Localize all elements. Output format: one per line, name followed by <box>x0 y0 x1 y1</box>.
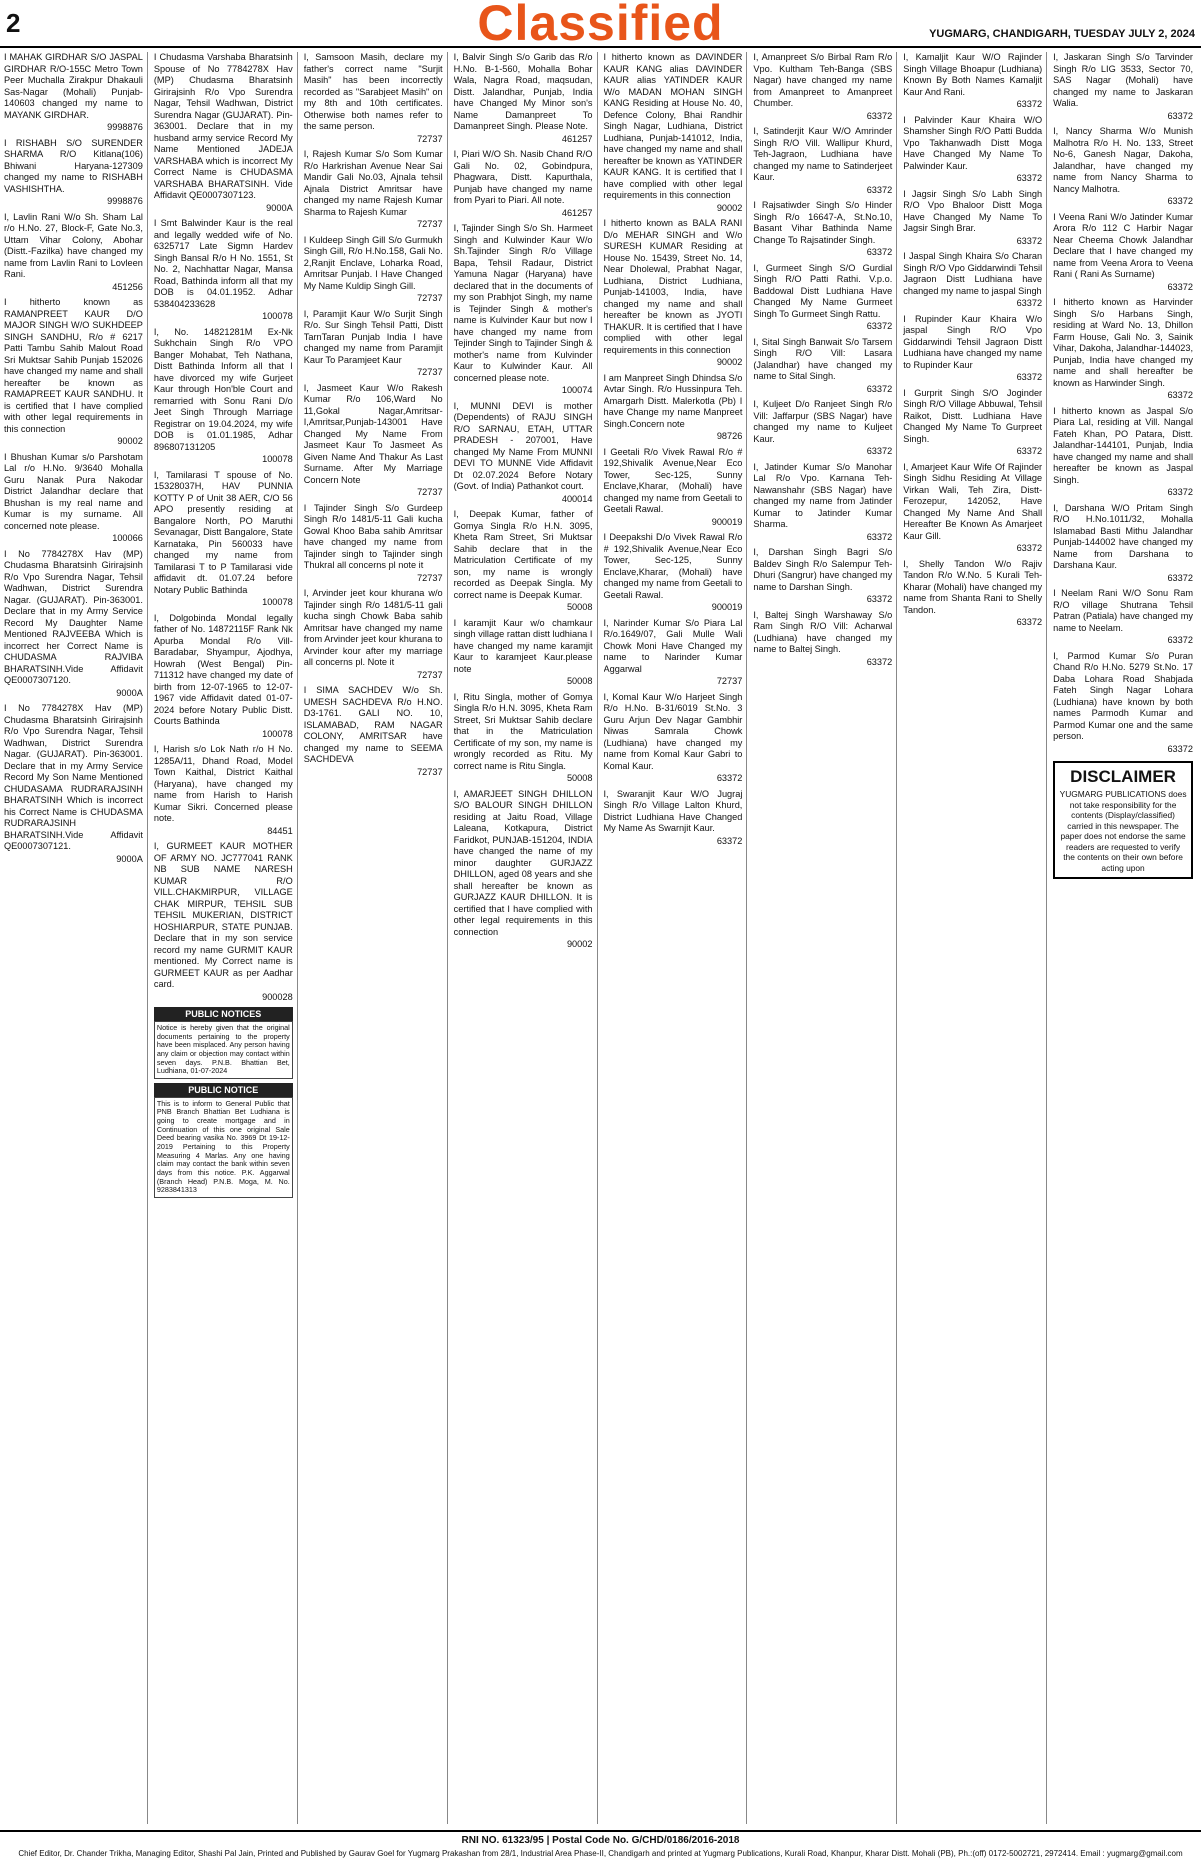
classified-ad: I, Baltej Singh Warshaway S/o Ram Singh R/O Vill: Acharwal (Ludhiana) have changed my name to Baltej Singh. <box>753 609 893 654</box>
ad-code: 63372 <box>866 383 893 394</box>
ad-code: 72737 <box>417 219 443 229</box>
classified-ad: I No 7784278X Hav (MP) Chudasma Bharatsinh Girirajsinh R/o Vpo Surendra Nagar, Tehsil Wadhwan, District Surendra Nagar. (GUJARAT). Pin-363001. Declare that in my Army Service Record My Son Name Mentioned CHUDASAMA RUDRARAJSINH BHARATSINH Which is incorrect his Correct Name is CHUDASMA RUDRARAJSINH BHARATSINH.Vide Affidavit QE0007307121. <box>4 703 143 851</box>
ad-code: 72737 <box>417 487 443 497</box>
ad-code: 63372 <box>1016 446 1043 456</box>
classified-ad: I, Swaranjit Kaur W/O Jugraj Singh R/o Village Lalton Khurd, District Ludhiana Have Changed My Name As Swarnjit Kaur. <box>603 788 743 833</box>
column-8 <box>1053 52 1197 1824</box>
ad-code: 63372 <box>866 184 893 195</box>
classified-ad: I, Darshana W/O Pritam Singh R/O H.No.1011/32, Mohalla Islamabad Basti Mithu Jalandhar Punjab-144002 have changed my Name from Darshana to Darshana Kaur. <box>1053 502 1193 570</box>
ad-code: 100078 <box>262 728 293 739</box>
public-notices-heading: PUBLIC NOTICES <box>154 1007 293 1021</box>
ad-code: 900019 <box>711 602 743 612</box>
dateline: YUGMARG, CHANDIGARH, TUESDAY JULY 2, 2024 <box>929 28 1195 40</box>
classified-ad: I Palvinder Kaur Khaira W/O Shamsher Singh R/O Patti Budda Vpo Takhanwadh Distt Moga Have Changed My Name To Palwinder Kaur. <box>903 114 1043 171</box>
classified-ad: I hitherto known as Jaspal S/o Piara Lal, residing at Vill. Nangal Fateh Khan, PO Patara, Distt. Jalandhar-144101, Punjab, India have changed my name and shall hereafter be known as Jaspal Singh. <box>1053 405 1193 485</box>
ad-code: 63372 <box>1016 99 1043 109</box>
classified-ad: I, Harish s/o Lok Nath r/o H No. 1285A/11, Dhand Road, Model Town Kaithal, District Kaithal (Haryana), have changed my name from Harish to Harish Kumar Sikri. Concerned please note. <box>153 744 293 823</box>
classified-ad: I, No. 14821281M Ex-Nk Sukhchain Singh R/o VPO Banger Mohabat, Teh Nathana, Distt Bathinda Inform all that I have divorced my wife Gurjeet Kaur through Hon'ble Court and remarried with Sonu Rani D/o Jeet Singh Through Marriage Registrar on 19.04.2024, my wife DOB is 01.01.1985, Adhar 896807131205 <box>153 326 293 452</box>
classified-ad: I, Rajesh Kumar S/o Som Kumar R/o Harkrishan Avenue Near Sai Mandir Gali No.03, Ajnala tehsil Ajnala District Amritsar have changed my name Rajesh Kumar Sharma to Rajesh Kumar <box>303 149 443 217</box>
classified-ad: I am Manpreet Singh Dhindsa S/o Avtar Singh. R/o Hussinpura Teh. Amargarh Distt. Malerkotla (Pb) I have Change my name Manpreet Singh.Concern note <box>603 372 743 429</box>
ad-code: 72737 <box>417 133 443 144</box>
ad-code: 63372 <box>1167 281 1193 292</box>
ad-code: 63372 <box>716 773 743 783</box>
disclaimer-body: YUGMARG PUBLICATIONS does not take responsibility for the contents (Display/classified) carried in this newspaper. The paper does not endorse the same readers are requested to verify the contents on their own before acting upon <box>1059 789 1187 873</box>
ad-code: 63372 <box>866 531 893 542</box>
disclaimer-heading: DISCLAIMER <box>1070 767 1176 786</box>
classified-ad: I Smt Balwinder Kaur is the real and legally wedded wife of No. 6325717 Late Sigmn Hardev Singh Bansal R/o H No. 1551, St No. 2, Nachhattar Nagar, Mansa Road, Bathinda inform all that my DOB is 04.01.1952. Adhar 538404233628 <box>153 218 293 309</box>
classified-ad: I Gurprit Singh S/O Joginder Singh R/O Village Abbuwal, Tehsil Raikot, Distt. Ludhiana Have Changed My Name To Gurpreet Singh. <box>903 387 1043 444</box>
ad-code: 400014 <box>561 493 593 504</box>
classified-ad: I, Jaskaran Singh S/o Tarvinder Singh R/o LIG 3533, Sector 70, SAS Nagar (Mohali) have changed my name to Jaskaran Walia. <box>1053 52 1193 108</box>
section-title: Classified <box>477 0 724 51</box>
ad-code: 900028 <box>262 991 293 1002</box>
ad-code: 100078 <box>262 454 293 464</box>
classified-ad: I, Shelly Tandon W/o Rajiv Tandon R/o W.No. 5 Kurali Teh-Kharar (Mohali) have changed my name from Shanta Rani to Shelly Tandon. <box>903 558 1043 615</box>
public-notices-body: Notice is hereby given that the original documents pertaining to the property have been misplaced. Any person having any claim or objection may contact within seven days. P.N.B. Bhattian Bet, Ludhiana, 01-07-2024 <box>154 1021 293 1079</box>
footer <box>0 1830 1201 1876</box>
classified-ad: I Neelam Rani W/O Sonu Ram R/O village Shutrana Tehsil Patran (Patiala) have changed my name to Neelam. <box>1053 588 1193 633</box>
ad-code: 63372 <box>716 835 743 846</box>
classified-ad: I Jagsir Singh S/o Labh Singh R/O Vpo Bhaloor Distt Moga Have Changed My Name To Jagsir Singh Brar. <box>903 188 1043 233</box>
classified-ad: I, Jasmeet Kaur W/o Rakesh Kumar R/o 106,Ward No 11,Gokal Nagar,Amritsar-I,Amritsar,Punjab-143001 Have Changed My Name From Jasmeet Kaur To Jasmeet As Given Name And Thakur As Last Surname. After My Marriage Concern Note <box>303 382 443 485</box>
ad-code: 90002 <box>716 202 743 213</box>
ad-code: 63372 <box>1167 390 1193 400</box>
classified-ad: I SIMA SACHDEV W/o Sh. UMESH SACHDEVA R/o H.NO. D3-1761. GALI NO. 10, ISLAMABAD, RAM NAGAR COLONY, AMRITSAR have changed my name to SEEMA SACHDEVA <box>303 685 443 764</box>
classified-ad: I Rajsatiwder Singh S/o Hinder Singh R/o 16647-A, St.No.10, Basant Vihar Bathinda Name Change To Rajsatinder Singh. <box>753 200 893 245</box>
column-2 <box>154 52 298 1824</box>
classified-ad: I hitherto known as BALA RANI D/o MEHAR SINGH and W/o SURESH KUMAR Residing at House No. 15439, Street No. 14, Near Dholewal, Prabhat Nagar, Ludhiana, District Ludhiana, Punjab-141003, India, have changed my name and shall hereafter be known as JYOTI THAKUR. It is certified that I have complied with other legal requirements in this connection <box>603 218 743 355</box>
classified-ad: I, Jatinder Kumar S/o Manohar Lal R/o Vpo. Karnana Teh-Nawanshahr (SBS Nagar) have changed my name from Jatinder Kumar to Jatinder Kumar Sharma. <box>753 461 893 529</box>
ad-code: 63372 <box>1016 235 1043 246</box>
classified-ad: I, Amanpreet S/o Birbal Ram R/o Vpo. Kultham Teh-Banga (SBS Nagar) have changed my name from Amanpreet to Amanpreet Chumber. <box>753 52 893 108</box>
ad-code: 100078 <box>262 597 293 607</box>
classified-ad: I, Sital Singh Banwait S/o Tarsem Singh R/O Vill: Lasara (Jalandhar) have changed my name to Sital Singh. <box>753 336 893 381</box>
classified-ad: I, Balvir Singh S/o Garib das R/o H.No. B-1-560, Mohalla Bohar Wala, Nagra Road, maqsudan, Distt. Jalandhar, Punjab, India have Changed My Minor son's Name Damanpreet To Damanpreet Singh. Please Note. <box>453 52 593 131</box>
ad-code: 50008 <box>566 602 593 612</box>
ad-code: 63372 <box>1167 487 1193 497</box>
ad-code: 63372 <box>866 594 893 604</box>
classified-ad: I, Parmod Kumar S/o Puran Chand R/o H.No. 5279 St.No. 17 Daba Lohara Road Shabjada Fateh Singh Nagar Lohara (Ludhiana) have known by both names Parmodh Kumar and Parmod Kumar one and the same person. <box>1053 650 1193 741</box>
ad-code: 63372 <box>866 656 893 667</box>
ad-code: 461257 <box>561 207 593 218</box>
classified-ad: I, Dolgobinda Mondal legally father of No. 14872115F Rank Nk Apurba Mondal R/o Vill-Baradabar, Shyampur, Ajodhya, Howrah (West Bengal) Pin-711312 have changed my date of birth from 12-07-1965 to 12-07-1967 vide Affidavit dated 01-07-2024 before Notary Public Distt. Courts Bathinda <box>153 612 293 726</box>
ad-code: 90002 <box>117 436 143 446</box>
classified-ad: I No 7784278X Hav (MP) Chudasma Bharatsinh Girirajsinh R/o Vpo Surendra Nagar, Tehsil Wadhwan, District Surendra Nagar. (GUJARAT). Pin-363001. Declare that in my Army Service Record My Daughter Name Mentioned RAJVEEBA Which is incorrect her Correct Name is CHUDASMA RAJVIBA BHARATSINH.Vide Affidavit QE0007307120. <box>4 548 143 685</box>
classified-ad: I, Paramjit Kaur W/o Surjit Singh R/o. Sur Singh Tehsil Patti, Distt TarnTaran Punjab India I have changed my name from Paramjit Kaur To Paramjeet Kaur <box>303 308 443 365</box>
column-2-ads <box>154 52 293 1003</box>
classified-ad: I karamjit Kaur w/o chamkaur singh village rattan distt ludhiana I have changed my name karamjit Kaur to karamjeet Kaur.please note <box>453 617 593 674</box>
classified-ad: I, Narinder Kumar S/o Piara Lal R/o.1649/07, Gali Mulle Wali Chowk Moni Have Changed my name to Narinder Kumar Aggarwal <box>603 617 743 674</box>
classified-ad: I, Arvinder jeet kour khurana w/o Tajinder singh R/o 1481/5-11 gali kucha singh Chowk Baba sahib Amritsar have changed my name from Arvinder jeet kour khurana to Arvinder kour after my marriage all concerns pl. Note it <box>303 588 443 667</box>
classified-ad: I Kuldeep Singh Gill S/o Gurmukh Singh Gill, R/o H.No.158, Gali No. 2,Ranjit Enclave, Loharka Road, Amritsar Punjab. I Have Changed My Name Kuldip Singh Gill. <box>303 234 443 291</box>
classified-ad: I, Kuljeet D/o Ranjeet Singh R/o Vill: Jaffarpur (SBS Nagar) have changed my name to Kuljeet Kaur. <box>753 399 893 444</box>
classified-ad: I RISHABH S/O SURENDER SHARMA R/O Kitlana(106) Bhiwani Haryana-127309 changed my name to RISHABH VASHISHTHA. <box>4 137 143 194</box>
classified-ad: I, Gurmeet Singh S/O Gurdial Singh R/O Patti Rathi. V.p.o. Baddowal Distt Ludhiana Have Changed My Name Gurmeet Singh To Gurmeet Singh Rattu. <box>753 262 893 319</box>
public-notice-heading: PUBLIC NOTICE <box>154 1083 293 1097</box>
ad-code: 100074 <box>561 385 593 395</box>
ad-code: 63372 <box>866 446 893 456</box>
rni-line: RNI NO. 61323/95 | Postal Code No. G/CHD/0186/2016-2018 <box>461 1835 740 1846</box>
classified-ad: I, Amarjeet Kaur Wife Of Rajinder Singh Sidhu Residing At Village Virkan Wali, Teh Zira, Distt- Ferozepur, 142052, Have Changed My Name And Shall Hereafter Be Known As Amarjeet Kaur Gill. <box>903 461 1043 541</box>
ad-code: 9000A <box>116 687 143 698</box>
ad-code: 461257 <box>561 133 593 144</box>
ad-code: 451256 <box>112 281 143 292</box>
column-8-ads <box>1053 52 1193 755</box>
classified-ad: I, MUNNI DEVI is mother (Dependents) of RAJU SINGH R/O SARNAU, ETAH, UTTAR PRADESH - 207001, Have changed My Name From MUNNI DEVI TO MUNNE Vide Affidavit Dt 02.07.2024 Before Notary (Govt. of India) Pathankot court. <box>453 400 593 491</box>
ad-code: 63372 <box>1016 173 1043 183</box>
ad-code: 63372 <box>1016 298 1043 308</box>
ad-code: 100078 <box>262 311 293 321</box>
ad-code: 90002 <box>566 939 593 949</box>
ad-code: 72737 <box>716 676 743 686</box>
public-notices-box <box>154 1007 293 1079</box>
public-notice-box <box>154 1083 293 1198</box>
classified-ad: I Chudasma Varshaba Bharatsinh Spouse of No 7784278X Hav (MP) Chudasma Bharatsinh Girirajsinh R/o Vpo Surendra Nagar, Tehsil Wadhwan, District Surendra Nagar (GUJARAT). Pin-363001. Declare that in my husband army service Record My Name Mentioned JADEJA VARSHABA which is incorrect My Correct Name is CHUDASMA VARSHABA BHARATSINH. Vide Affidavit QE0007307123. <box>153 52 293 200</box>
ad-code: 90002 <box>716 357 743 367</box>
classified-ad: I, Nancy Sharma W/o Munish Malhotra R/o H. No. 133, Street No-6, Ganesh Nagar, Dakoha, Jalandhar, have changed my name from Nancy Sharma to Nancy Malhotra. <box>1053 126 1193 194</box>
ad-code: 9000A <box>266 202 293 213</box>
ad-code: 72737 <box>417 572 443 583</box>
column-7 <box>903 52 1047 1824</box>
ad-code: 72737 <box>417 293 443 303</box>
classified-ad: I, Kamaljit Kaur W/O Rajinder Singh Village Bhoapur (Ludhiana) Known By Both Names Kamaljit Kaur And Rani. <box>903 52 1043 97</box>
classified-ad: I, Lavlin Rani W/o Sh. Sham Lal r/o H.No. 27, Block-F, Gate No.3, Uttam Vihar Colony, Abohar (Distt.-Fazilka) have changed my name from Lavlin Rani to Lovleen Rani. <box>4 211 143 279</box>
classified-ad: I, Tamilarasi T spouse of No. 15328037H, HAV PUNNIA KOTTY P of Unit 38 AER, C/O 56 APO presently residing at Bangalore North, PO Maruthi Sevanagar, Distt Bangalore, State Karnataka, Pin 560033 have changed my name from Tamilarasi T to P Tamilarasi vide affidavit dt. 01.07.24 before Notary Public Bathinda <box>153 469 293 595</box>
classified-ad: I hitherto known as DAVINDER KAUR KANG alias DAVINDER KAUR alias YATINDER KAUR W/o MADAN MOHAN SINGH KANG Residing at House No. 40, Defence Colony, Bhai Randhir Singh Nagar, Ludhiana, District Ludhiana, Punjab-141012, India, have changed my name and shall hereafter be known as YATINDER KAUR KANG. It is certified that I have complied with other legal requirements in this connection <box>603 52 743 200</box>
classified-ad: I, Deepak Kumar, father of Gomya Singla R/o H.N. 3095, Kheta Ram Street, Sri Muktsar Sahib declare that in the Matriculation Certificate of my son, my name is wrongly recorded as Deepak Singla. My correct name is Deepak Kumar. <box>453 509 593 600</box>
ad-code: 63372 <box>1167 196 1193 206</box>
ad-code: 72737 <box>417 766 443 777</box>
ad-code: 63372 <box>1016 372 1043 382</box>
ad-code: 63372 <box>1016 617 1043 627</box>
public-notice-body: This is to inform to General Public that PNB Branch Bhattian Bet Ludhiana is going to create mortgage and in Continuation of this one original Sale Deed bearing vasika No. 3969 Dt 19-12-2019 Pertaining to this Property Measuring 4 Marlas. Any one having claim may contact the bank within seven days from this notice. P.K. Aggarwal (Branch Head) P.N.B. Moga, M. No. 9283841313 <box>154 1097 293 1198</box>
classified-ad: I hitherto known as Harvinder Singh S/o Harbans Singh, residing at Ward No. 13, Dhillon Farm House, Gali No. 3, Sainik Vihar, Dakoha, Jalandhar-144023, Punjab, India have changed my name and shall hereafter be known as Harwinder Singh. <box>1053 297 1193 388</box>
ad-code: 84451 <box>267 825 293 836</box>
ad-code: 9000A <box>116 853 143 864</box>
classified-ad: I, AMARJEET SINGH DHILLON S/O BALOUR SINGH DHILLON residing at Jaitu Road, Village Laleana, Kotkapura, District Faridkot, PUNJAB-151204, INDIA have changed the name of my minor daughter GURJAZZ DHILLON, aged 08 years and she shall hereafter be known as GURJAZZ KAUR DHILLON. It is certified that I have complied with other legal requirements in this connection <box>453 788 593 937</box>
classified-ad: I Rupinder Kaur Khaira W/o jaspal Singh R/O Vpo Giddarwindi Tehsil Jagraon Distt Ludhiana have changed my name to Rupinder Kaur <box>903 313 1043 370</box>
column-4 <box>454 52 598 1824</box>
classified-ad: I Jaspal Singh Khaira S/o Charan Singh R/O Vpo Giddarwindi Tehsil Jagraon Distt Ludhiana have changed my name to jaspal Singh <box>903 251 1043 296</box>
column-6 <box>753 52 897 1824</box>
ad-code: 9998876 <box>107 196 143 206</box>
ad-code: 50008 <box>566 773 593 783</box>
classified-ad: I, GURMEET KAUR MOTHER OF ARMY NO. JC777041 RANK NB SUB NAME NARESH KUMAR R/O VILL.CHAKMIRPUR, VILLAGE CHAK MIRPUR, TEHSIL SUB TEHSIL MUKERIAN, DISTRICT HOSHIARPUR, STATE PUNJAB. Declare that in my son service record my name GURMIT KAUR mentioned. My Correct name is GURMEET KAUR as per Aadhar card. <box>153 841 293 989</box>
column-1 <box>4 52 148 1824</box>
classified-ad: I, Tajinder Singh S/o Sh. Harmeet Singh and Kulwinder Kaur W/o Sh.Tajinder Singh R/o Village Bapa, Tehsil Radaur, District Yamuna Nagar (Haryana) have declared that in the documents of my son Prabhjot Singh, my name is Tejinder Singh & mother's name is Kulvinder Kaur but now I have changed my name from Tejinder Singh to Tajinder Singh & mother's name from Kulvinder Kaur to Kulwinder Kaur. All concerned please note. <box>453 223 593 383</box>
classified-ad: I, Satinderjit Kaur W/O Amrinder Singh R/O Vill. Wallipur Khurd, Teh-Jagraon, Ludhiana have changed my name to Satinderjeet Kaur. <box>753 126 893 182</box>
column-3 <box>304 52 448 1824</box>
ad-code: 63372 <box>1167 110 1193 121</box>
classified-ad: I Veena Rani W/o Jatinder Kumar Arora R/o 112 C Harbir Nagar Near Cheema Chowk Jalandhar Declare that I have changed my name from Veena Arora to Veena Rani ( Rani As Surname) <box>1053 211 1193 279</box>
disclaimer-box <box>1053 761 1193 879</box>
ad-code: 63372 <box>1016 543 1043 553</box>
classified-ad: I Geetali R/o Vivek Rawal R/o # 192,Shivalik Avenue,Near Eco Tower, Sec-125, Sunny Enclave,Kharar, (Mohali) have changed my name from Geetali to Geetali Rawal. <box>603 446 743 514</box>
classified-ad: I, Piari W/O Sh. Nasib Chand R/O Gali No. 02, Gobindpura, Phagwara, Distt. Kapurthala, Punjab have changed my name from Pyari to Piari. All note. <box>453 149 593 205</box>
ad-code: 72737 <box>417 669 443 680</box>
classified-ad: I Tajinder Singh S/o Gurdeep Singh R/o 1481/5-11 Gali kucha Gowal Khoo Baba sahib Amritsar have changed my name from Tajinder singh to Tajinder singh Thukral all concerns pl note it <box>303 502 443 570</box>
ad-code: 50008 <box>566 676 593 686</box>
ad-code: 63372 <box>866 321 893 331</box>
ad-code: 72737 <box>417 367 443 377</box>
masthead <box>0 0 1201 51</box>
ad-code: 100066 <box>112 533 143 543</box>
ad-code: 63372 <box>866 247 893 257</box>
classified-ad: I Deepakshi D/o Vivek Rawal R/o # 192,Shivalik Avenue,Near Eco Tower, Sec-125, Sunny Enclave,Kharar, (Mohali) have changed my name from Geetali to Geetali Rawal. <box>603 532 743 600</box>
classified-ad: I, Samsoon Masih, declare my father's correct name "Surjit Masih" has been incorrectly recorded as "Sarabjeet Masih" on my 8th and 10th certificates. Otherwise both names refer to the same person. <box>303 52 443 131</box>
page-number: 2 <box>6 8 21 38</box>
classified-ad: I hitherto known as RAMANPREET KAUR D/O MAJOR SINGH W/O SUKHDEEP SINGH SANDHU, R/o # 6217 Patti Tambu Sahib Malout Road Sri Muktsar Sahib Punjab 152026 have changed my name and shall hereafter be known as RAMAPREET KAUR SANDHU. It is certified that I have complied with other legal requirements in this connection <box>4 297 143 434</box>
ad-code: 63372 <box>866 110 893 121</box>
column-5 <box>604 52 748 1824</box>
ad-code: 63372 <box>1167 572 1193 583</box>
ad-code: 63372 <box>1167 743 1193 754</box>
classified-ad: I, Komal Kaur W/o Harjeet Singh R/o H.No. B-31/6019 St.No. 3 Guru Arjun Dev Nagar Gambhir Niwas Samrala Chowk (Ludhiana) have changed my name from Komal Kaur Gabri to Komal Kaur. <box>603 691 743 771</box>
classified-ad: I Bhushan Kumar s/o Parshotam Lal r/o H.No. 9/3640 Mohalla Guru Nanak Pura Nakodar District Jalandhar declare that Bhushan is my real name and Kumar is my surname. All concerned note please. <box>4 451 143 531</box>
classified-ad: I MAHAK GIRDHAR S/O JASPAL GIRDHAR R/O-155C Metro Town Peer Muchalla Zirakpur Dhakauli Sas-Nagar (Mohali) Punjab-140603 changed my name to MAYANK GIRDHAR. <box>4 52 143 120</box>
ad-code: 9998876 <box>107 122 143 132</box>
ad-code: 98726 <box>716 431 743 441</box>
ad-code: 63372 <box>1167 635 1193 645</box>
ad-code: 900019 <box>711 516 743 527</box>
classified-ad: I, Ritu Singla, mother of Gomya Singla R/o H.N. 3095, Kheta Ram Street, Sri Muktsar Sahib declare that in the Matriculation Certificate of my son, my name is wrongly recorded as Ritu. My correct name is Ritu Singla. <box>453 691 593 771</box>
imprint-line: Chief Editor, Dr. Chander Trikha, Managing Editor, Shashi Pal Jain, Printed and Published by Gaurav Goel for Yugmarg Prakashan from 28/1, Industrial Area Phase-II, Chandigarh and printed at Yugmarg Publications, Kurali Road, Khanpur, Kharar Distt. Mohali (PB), Ph.:(off) 0172-5002721, 2972414. Email : yugmarg@gmail.com <box>18 1849 1183 1858</box>
classified-ad: I, Darshan Singh Bagri S/o Baldev Singh R/o Salempur Teh-Dhuri (Sangrur) have changed my name to Darshan Singh. <box>753 547 893 592</box>
classified-columns <box>4 52 1197 1824</box>
